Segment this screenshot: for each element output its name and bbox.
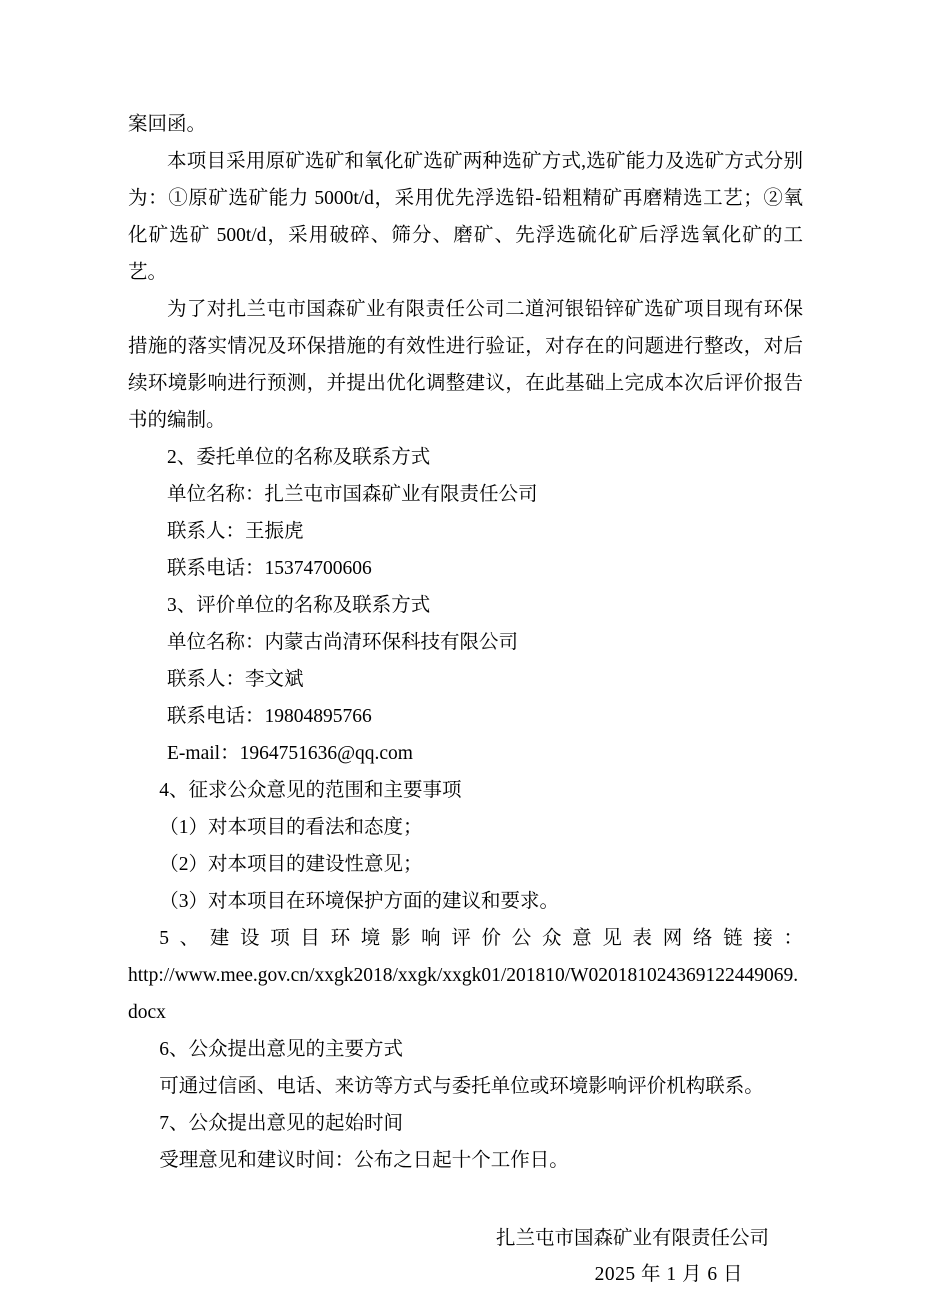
field-assessor-company: 单位名称：内蒙古尚清环保科技有限公司 (167, 632, 519, 653)
heading-opinion-form-link: 5、建设项目环境影响评价公众意见表网络链接： (159, 928, 803, 949)
list-item-opinion-2: （2）对本项目的建设性意见； (159, 854, 423, 875)
signature-block (128, 1221, 803, 1293)
heading-submission-methods: 6、公众提出意见的主要方式 (159, 1039, 403, 1060)
field-client-phone: 联系电话：15374700606 (167, 558, 372, 579)
text-submission-methods: 可通过信函、电话、来访等方式与委托单位或环境影响评价机构联系。 (159, 1076, 764, 1097)
field-assessor-contact-person: 联系人：李文斌 (167, 669, 304, 690)
field-assessor-phone: 联系电话：19804895766 (167, 706, 372, 727)
field-client-company: 单位名称：扎兰屯市国森矿业有限责任公司 (167, 484, 538, 505)
list-item-opinion-3: （3）对本项目在环境保护方面的建议和要求。 (159, 891, 559, 912)
field-client-contact-person: 联系人：王振虎 (167, 521, 304, 542)
heading-client-info: 2、委托单位的名称及联系方式 (167, 447, 431, 468)
signature-date: 2025 年 1 月 6 日 (594, 1264, 743, 1285)
heading-public-opinion-scope: 4、征求公众意见的范围和主要事项 (159, 780, 462, 801)
paragraph-process-description: 本项目采用原矿选矿和氧化矿选矿两种选矿方式,选矿能力及选矿方式分别为：①原矿选矿能力 5000t/d，采用优先浮选铅-铅粗精矿再磨精选工艺；②氧化矿选矿 500t/d，采用破碎、筛分、磨矿、先浮选硫化矿后浮选氧化矿的工艺。 (128, 151, 803, 283)
paragraph-purpose: 为了对扎兰屯市国森矿业有限责任公司二道河银铅锌矿选矿项目现有环保措施的落实情况及环保措施的有效性进行验证，对存在的问题进行整改，对后续环境影响进行预测，并提出优化调整建议，在此基础上完成本次后评价报告书的编制。 (128, 299, 803, 431)
signature-company: 扎兰屯市国森矿业有限责任公司 (495, 1228, 769, 1249)
heading-assessor-info: 3、评价单位的名称及联系方式 (167, 595, 431, 616)
document-body (128, 106, 803, 1293)
heading-submission-start-time: 7、公众提出意见的起始时间 (159, 1113, 403, 1134)
list-item-opinion-1: （1）对本项目的看法和态度； (159, 817, 423, 838)
field-assessor-email: E-mail：1964751636@qq.com (167, 743, 413, 764)
text-submission-start-time: 受理意见和建议时间：公布之日起十个工作日。 (159, 1150, 569, 1171)
link-opinion-form-url[interactable]: http://www.mee.gov.cn/xxgk2018/xxgk/xxgk01/201810/W020181024369122449069.docx (128, 965, 799, 1023)
paragraph-continued: 案回函。 (128, 114, 207, 135)
